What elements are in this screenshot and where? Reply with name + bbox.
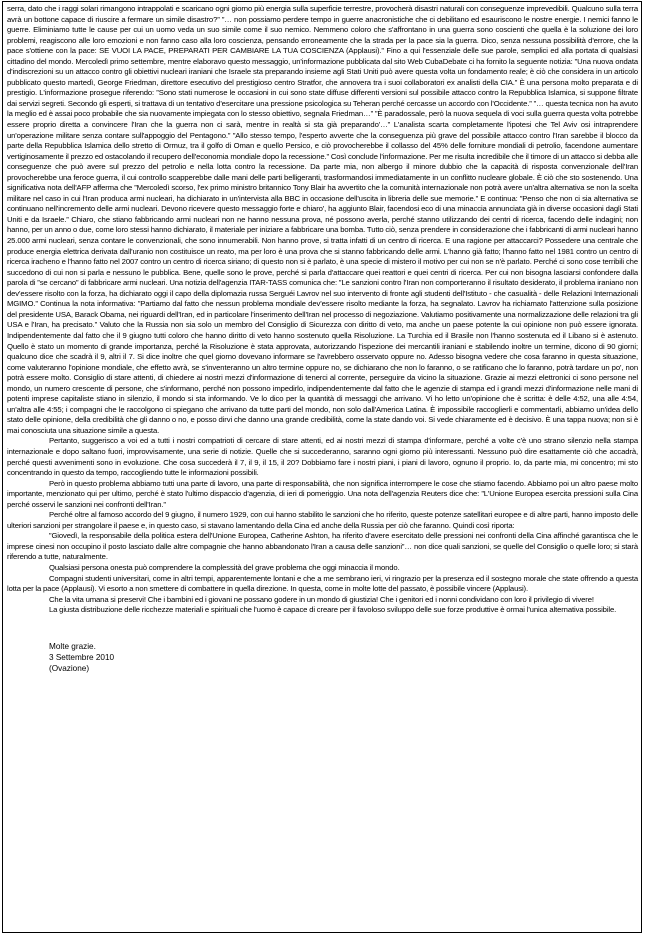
- paragraph-5-quote: ”Giovedì, la responsabile della politica estera dell'Unione Europea, Catherine Ashton, ha riferito d'avere esercitato delle pressioni nei confronti della Cina affinché garantisca che le imprese cinesi non occupino il posto lasciato dalle altre compagnie che hanno abbandonato l'Iran a causa delle sanzioni”… non dice quali sanzioni, se quelle del Consiglio o quelle loro; si starà riferendo a tutte, naturalmente.: [7, 531, 638, 562]
- paragraph-1: serra, dato che i raggi solari rimangono intrappolati e scaricano ogni giorno più energia sulla superficie terrestre, provocherà disastri naturali con conseguenze imprevedibili. Qualcuno sulla terra avrà un bottone capace di riuscire a fermare un simile disastro?” ”… non possiamo perdere tempo in guerre anacronistiche che ci debilitano ed esauriscono le nostre energie. I nemici fanno le guerre. Eliminiamo tutte le cause per cui un uomo veda un suo simile come il suo nemico. Nemmeno coloro che s'affrontano in una guerra sono coscienti che quella è la soluzione dei loro problemi, reagiscono alle loro emozioni e non fanno caso alla loro coscienza, pensando erroneamente che la strada per la pace sia la guerra. Dico, senza nessuna possibilità d'errore, che la pace s'ottiene con la pace: SE VUOI LA PACE, PREPARATI PER CAMBIARE LA TUA COSCIENZA (Applausi).” Fino a qui l'essenziale delle sue parole, semplici ed alla portata di qualsiasi cittadino del mondo. Mercoledì primo settembre, mentre elaboravo questo messaggio, un'informazione pubblicata dal sito Web CubaDebate ci ha fornito la seguente notizia: ”Una nuova ondata d'indiscrezioni su un attacco contro gli obiettivi nucleari iraniani che Israele sta preparando insieme agli Stati Uniti può avere questa volta un fondamento reale; è ciò che considera in un articolo pubblicato questo martedì, George Friedman, direttore esecutivo del prestigioso centro Stratfor, che annovera tra i suoi collaboratori ex analisti della CIA.” È una persona molto preparata e di prestigio. L'informazione prosegue riferendo: ”Sono stati numerose le occasioni in cui sono state diffuse differenti versioni sul possibile attacco contro la Repubblica Islamica, si suppone filtrate dai servizi segreti. Secondo gli esperti, si trattava di un tentativo d'esercitare una pressione psicologica su Teheran perché cercasse un accordo con l'Occidente.” ”… questa tecnica non ha avuto la meglio ed è assai poco probabile che sia nuovamente impiegata con lo stesso obiettivo, segnala Friedman…” ”È paradossale, però la nuova sequela di voci sulla guerra questa volta potrebbe essere proprio diretta a convincere l'Iran che la guerra non ci sarà, mentre in realtà si sta già preparando'…” L'analista scarta completamente l'ipotesi che Tel Aviv osi intraprendere un'operazione militare senza contare sull'appoggio del Pentagono.” ”Allo stesso tempo, l'esperto avverte che la conseguenza più grave del possibile attacco contro l'Iran sarebbe il blocco da parte della Repubblica Islamica dello stretto di Ormuz, tra il golfo di Oman e quello Persico, e ciò provocherebbe il collasso del 45% delle forniture mondiali di petrolio, facendone aumentare vertiginosamente il prezzo ed ostacolando il recupero dell'economia mondiale dopo la recessione.” Così conclude l'informazione. Per me risulta incredibile che il timore di un attacco si debba alle conseguenze che può avere sul prezzo del petrolio e nella lotta contro la recessione. Da parte mia, non albergo il minore dubbio che la capacità di risposta convenzionale dell'Iran provocherebbe una feroce guerra, il cui controllo scapperebbe dalle mani delle parti belligeranti, trasformandosi immediatamente in un conflitto nucleare globale. È ciò che sto sostenendo. Una significativa nota dell'AFP afferma che ”Mercoledì scorso, l'ex primo ministro britannico Tony Blair ha avvertito che la comunità internazionale non potrà avere un'altra alternativa se non la scelta militare nel caso in cui l'Iran produca armi nucleari, ha dichiarato in un'intervista alla BBC in occasione dell'uscita in libreria delle sue memorie.” E continua: ”Penso che non ci sia alternativa se continuano nell'incremento delle armi nucleari. Devono ricevere questo messaggio forte e chiaro', ha aggiunto Blair, facendosi eco di una minaccia annunciata già in diverse occasioni dagli Stati Uniti e da Israele.” Chiaro, che stiano fabbricando armi nucleari non ne hanno nessuna prova, né possono averla, perché stanno utilizzando dei centri di ricerca, facendo delle indagini; non hanno, per un anno o due, come loro stessi hanno dichiarato, il materiale per iniziare a fabbricare una bomba. Tutto ciò, senza prendere in considerazione che i fabbricanti di armi nucleari hanno 25.000 armi nucleari, senza contare le convenzionali, che sono innumerabili. Non hanno prove, si tratta infatti di un centro di ricerca. E una ragione per attaccarci? Possedere una centrale che produce energia elettrica derivata dall'uranio non costituisce un reato, ma per loro è una prova che si stanno fabbricando delle armi. L'hanno già fatto; l'hanno fatto nel 1981 contro un centro di ricerca iracheno e l'hanno fatto nel 2007 contro un centro di ricerca siriano; di questo non si è parlato, è una specie di mistero il motivo per cui non se n'è parlato. Perché ci sono cose terribili che succedono di cui non si parla e nessuno le pubblica. Bene, quelle sono le prove, perché si parla d'attaccare quei reattori e quei centri di ricerca. Per cui non bisogna lasciarsi confondere dalla parola di ”se cercano” di fabbricare armi nucleari. Una notizia dell'agenzia ITAR-TASS comunica che: ”Le sanzioni contro l'Iran non comporteranno il risultato desiderato, il problema iraniano non dev'essere risolto con la forza, ha dichiarato oggi il capo della diplomazia russa Serguéi Lavrov nel suo intervento di fronte agli studenti dell'Istituto - che casualità - delle Relazioni Internazionali MGIMO.” Continua la nota informativa: ”Partiamo dal fatto che nessun problema mondiale dev'essere risolto mediante la forza, ha segnalato. Lavrov ha richiamato l'attenzione sulla posizione del presidente USA, Barack Obama, nei riguardi dell'Iran, ed in particolare l'inserimento dell'Iran nel processo di negoziazione. Valutiamo positivamente una normalizzazione delle relazioni tra gli USA e l'Iran, ha precisato.” Valuto che la Russia non sia solo un membro del Consiglio di Sicurezza con diritto di veto, ma anche un paese potente la cui opinione non può essere ignorata. Indipendentemente dal fatto che il 9 giugno tutti coloro che hanno diritto di veto hanno sostenuto quella Risoluzione. La Turchia ed il Brasile non l'hanno sostenuta ed il Libano si è astenuto. Quello è stato un momento di grande importanza, perché la Risoluzione è stata approvata, autorizzando l'ispezione dei mercantili iraniani e stabilendo inoltre un termine, dicono di 90 giorni; qualcuno dice che scadrà il 9, altri il 7. Si dice inoltre che quel giorno dovevano informare se l'avrebbero osservato oppure no. Adesso bisogna vedere che cosa faranno in questa situazione, come valuteranno l'opinione mondiale, che effetto avrà, se s'inventeranno un altro termine oppure no, se dichiarano che non lo faranno, o se ratificano che lo faranno, potrà tardare un po', non potrà essere molto. Consiglio di stare attenti, di chiedere ai nostri mezzi d'informazione di tenerci al corrente, perseguire da vicino la situazione. Grazie ai mezzi elettronici ci sono persone nel mondo, un numero crescente di persone, che s'informano, perché non possono impedirlo, indipendentemente dal fatto che le agenzie di stampa ed i grandi mezzi d'informazione nelle mani di potenti imprese capitaliste stiano in silenzio, il mondo si sta informando. Ve lo dico per la quantità di messaggi che arrivano. Vi ho letto un'opinione che è scritta: è delle 4:52, una alle 4:54, un'altra alle 4:55; i compagni che le raccolgono ci spiegano che arrivano da tutte parti del mondo, non solo dall'America Latina. È impossibile raccoglierli e commentarli, abbiamo un'idea dello stato delle opinione, della credibilità che gli danno o no, e posso dirvi che danno una grande credibilità, come la state dando voi. Si vede chiaramente ed è decisivo. È una tappa nuova; non si è mai conosciuta una situazione simile a questa.: [7, 4, 638, 435]
- paragraph-4: Perché oltre al famoso accordo del 9 giugno, il numero 1929, con cui hanno stabilito le sanzioni che ho riferito, queste potenze satellitari europee e di altre parti, hanno imposto delle ulteriori sanzioni per strangolare il paese e, in questo caso, si stavano lamentando della Cina ed anche della Russia per ciò che faranno. Quindi così riporta:: [7, 510, 638, 530]
- paragraph-7: Compagni studenti universitari, come in altri tempi, apparentemente lontani e che a me sembrano ieri, vi ringrazio per la presenza ed il sostegno morale che state offrendo a questa lotta per la pace (Applausi). Vi esorto a non smettere di combattere in quella direzione. In questa, come in molte lotte del passato, è possibile vincere (Applausi).: [7, 573, 638, 594]
- paragraph-3: Però in questo problema abbiamo tutti una parte di lavoro, una parte di responsabilità, che non significa interrompere le cose che stiamo facendo. Abbiamo poi un altro paese molto importante, menzionato qui per ultimo, perché è stato l'ultimo dispaccio d'agenzia, di ieri di pomeriggio. Una nota dell'agenzia Reuters dice che: ”L'Unione Europea esercita pressioni sulla Cina perché osservi le sanzioni nei confronti dell'Iran.”: [7, 478, 638, 509]
- paragraph-2: Pertanto, suggerisco a voi ed a tutti i nostri compatrioti di cercare di stare attenti, ed ai nostri mezzi di stampa d'informare, perché a volte c'è uno strano silenzio nella stampa internazionale e dopo saltano fuori, improvvisamente, una serie di notizie. Quelle che si succederanno, saranno ogni giorno più interessanti. Nessuno può dire esattamente ciò che accadrà, perché questi avvenimenti sono in evoluzione. Che cosa succederà il 7, il 9, il 15, il 20? Dobbiamo fare i nostri piani, i piani di lavoro, ognuno il proprio. Io, da parte mia, mi concentro; mi sto concentrando in questo da tempo, raccogliendo tutte le informazioni possibili.: [7, 436, 638, 478]
- signoff-note: (Ovazione): [49, 664, 90, 674]
- paragraph-9: La giusta distribuzione delle ricchezze materiali e spirituali che l'uomo è capace di creare per il favoloso sviluppo delle sue forze produttive è ormai l'unica alternativa possibile.: [49, 605, 617, 615]
- document-page: [2, 1, 642, 933]
- signoff-block: [49, 641, 638, 675]
- document-body: [7, 4, 638, 616]
- signoff-thanks: Molte grazie.: [49, 641, 96, 651]
- paragraph-6: Qualsiasi persona onesta può comprendere la complessità del grave problema che oggi minaccia il mondo.: [49, 562, 400, 572]
- signoff-date: 3 Settembre 2010: [49, 652, 115, 662]
- paragraph-8: Che la vita umana si preservi! Che i bambini ed i giovani ne possano godere in un mondo di giustizia! Che i genitori ed i nonni condividano con loro il privilegio di vivere!: [49, 594, 594, 604]
